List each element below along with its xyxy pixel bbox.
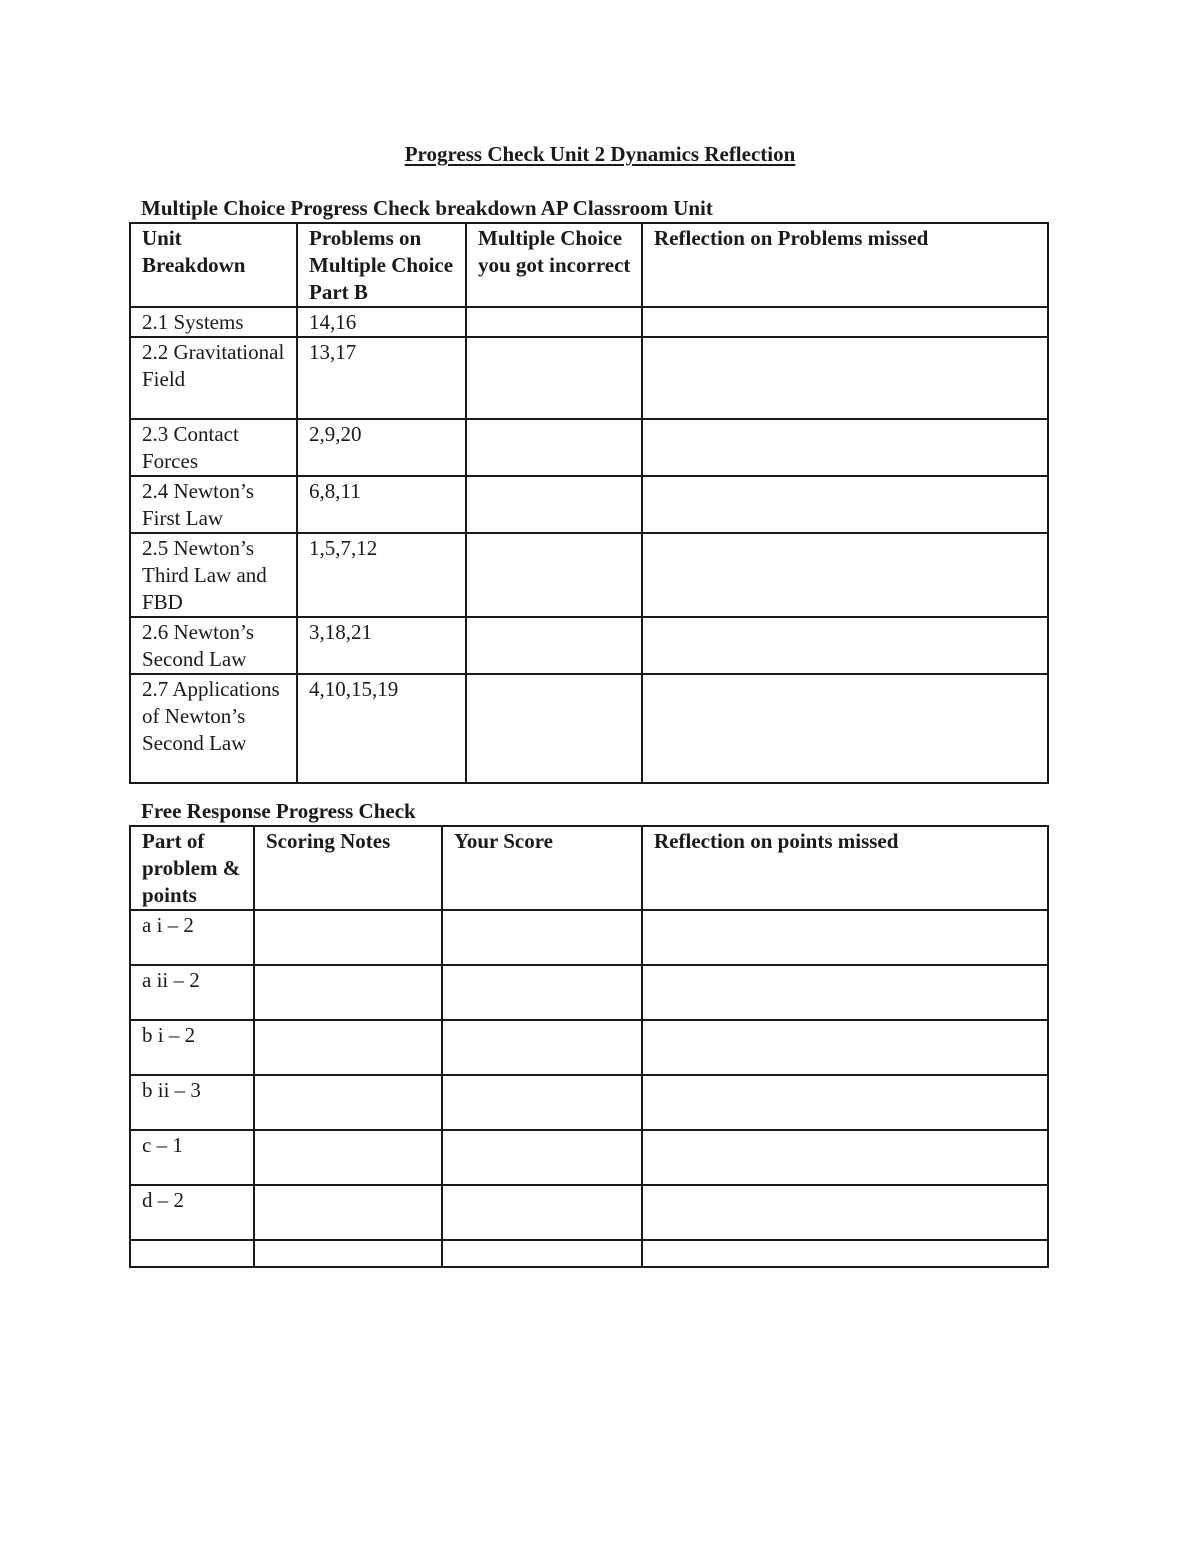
incorrect-cell[interactable] [466,674,642,783]
problems-cell: 13,17 [297,337,466,419]
reflection-cell[interactable] [642,1240,1048,1267]
table-row [130,1240,1048,1267]
mc-header-unit: Unit Breakdown [130,223,297,307]
score-cell[interactable] [442,965,642,1020]
reflection-cell[interactable] [642,1130,1048,1185]
unit-cell: 2.5 Newton’s Third Law and FBD [130,533,297,617]
mc-header-incorrect: Multiple Choice you got incorrect [466,223,642,307]
problems-cell: 14,16 [297,307,466,337]
score-cell[interactable] [442,1075,642,1130]
notes-cell[interactable] [254,910,442,965]
table-row [130,1020,1048,1075]
reflection-cell[interactable] [642,419,1048,476]
reflection-cell[interactable] [642,533,1048,617]
score-cell[interactable] [442,910,642,965]
mc-header-problems: Problems on Multiple Choice Part B [297,223,466,307]
incorrect-cell[interactable] [466,307,642,337]
incorrect-cell[interactable] [466,337,642,419]
fr-section-heading: Free Response Progress Check [141,799,416,823]
table-row [130,617,1048,674]
problems-cell: 1,5,7,12 [297,533,466,617]
reflection-cell[interactable] [642,307,1048,337]
unit-cell: 2.2 Gravitational Field [130,337,297,419]
part-cell: d – 2 [130,1185,254,1240]
score-cell[interactable] [442,1130,642,1185]
table-row [130,965,1048,1020]
reflection-cell[interactable] [642,1020,1048,1075]
table-row [130,1130,1048,1185]
table-row [130,337,1048,419]
reflection-cell[interactable] [642,476,1048,533]
unit-cell: 2.4 Newton’s First Law [130,476,297,533]
unit-cell: 2.3 Contact Forces [130,419,297,476]
incorrect-cell[interactable] [466,419,642,476]
score-cell[interactable] [442,1240,642,1267]
reflection-cell[interactable] [642,1075,1048,1130]
fr-header-row [130,826,1048,910]
part-cell: c – 1 [130,1130,254,1185]
problems-cell: 6,8,11 [297,476,466,533]
fr-header-notes: Scoring Notes [254,826,442,910]
part-cell: b ii – 3 [130,1075,254,1130]
table-row [130,910,1048,965]
incorrect-cell[interactable] [466,533,642,617]
notes-cell[interactable] [254,1185,442,1240]
table-row [130,533,1048,617]
table-row [130,674,1048,783]
problems-cell: 2,9,20 [297,419,466,476]
table-row [130,419,1048,476]
score-cell[interactable] [442,1185,642,1240]
table-row [130,476,1048,533]
part-cell: a i – 2 [130,910,254,965]
page-title: Progress Check Unit 2 Dynamics Reflection [404,142,796,166]
fr-header-reflection: Reflection on points missed [642,826,1048,910]
part-cell: a ii – 2 [130,965,254,1020]
part-cell: b i – 2 [130,1020,254,1075]
mc-header-reflection: Reflection on Problems missed [642,223,1048,307]
fr-reflection-table [129,825,1049,1268]
notes-cell[interactable] [254,1075,442,1130]
reflection-cell[interactable] [642,965,1048,1020]
problems-cell: 4,10,15,19 [297,674,466,783]
reflection-cell[interactable] [642,1185,1048,1240]
reflection-cell[interactable] [642,910,1048,965]
reflection-cell[interactable] [642,337,1048,419]
fr-header-score: Your Score [442,826,642,910]
notes-cell[interactable] [254,1020,442,1075]
table-row [130,307,1048,337]
mc-breakdown-table [129,222,1049,784]
notes-cell[interactable] [254,1130,442,1185]
notes-cell[interactable] [254,1240,442,1267]
notes-cell[interactable] [254,965,442,1020]
unit-cell: 2.6 Newton’s Second Law [130,617,297,674]
mc-section-heading: Multiple Choice Progress Check breakdown AP Classroom Unit [141,196,713,220]
fr-header-part: Part of problem & points [130,826,254,910]
incorrect-cell[interactable] [466,617,642,674]
table-row [130,1075,1048,1130]
unit-cell: 2.7 Applications of Newton’s Second Law [130,674,297,783]
part-cell[interactable] [130,1240,254,1267]
reflection-cell[interactable] [642,674,1048,783]
problems-cell: 3,18,21 [297,617,466,674]
mc-header-row [130,223,1048,307]
incorrect-cell[interactable] [466,476,642,533]
score-cell[interactable] [442,1020,642,1075]
table-row [130,1185,1048,1240]
unit-cell: 2.1 Systems [130,307,297,337]
reflection-cell[interactable] [642,617,1048,674]
